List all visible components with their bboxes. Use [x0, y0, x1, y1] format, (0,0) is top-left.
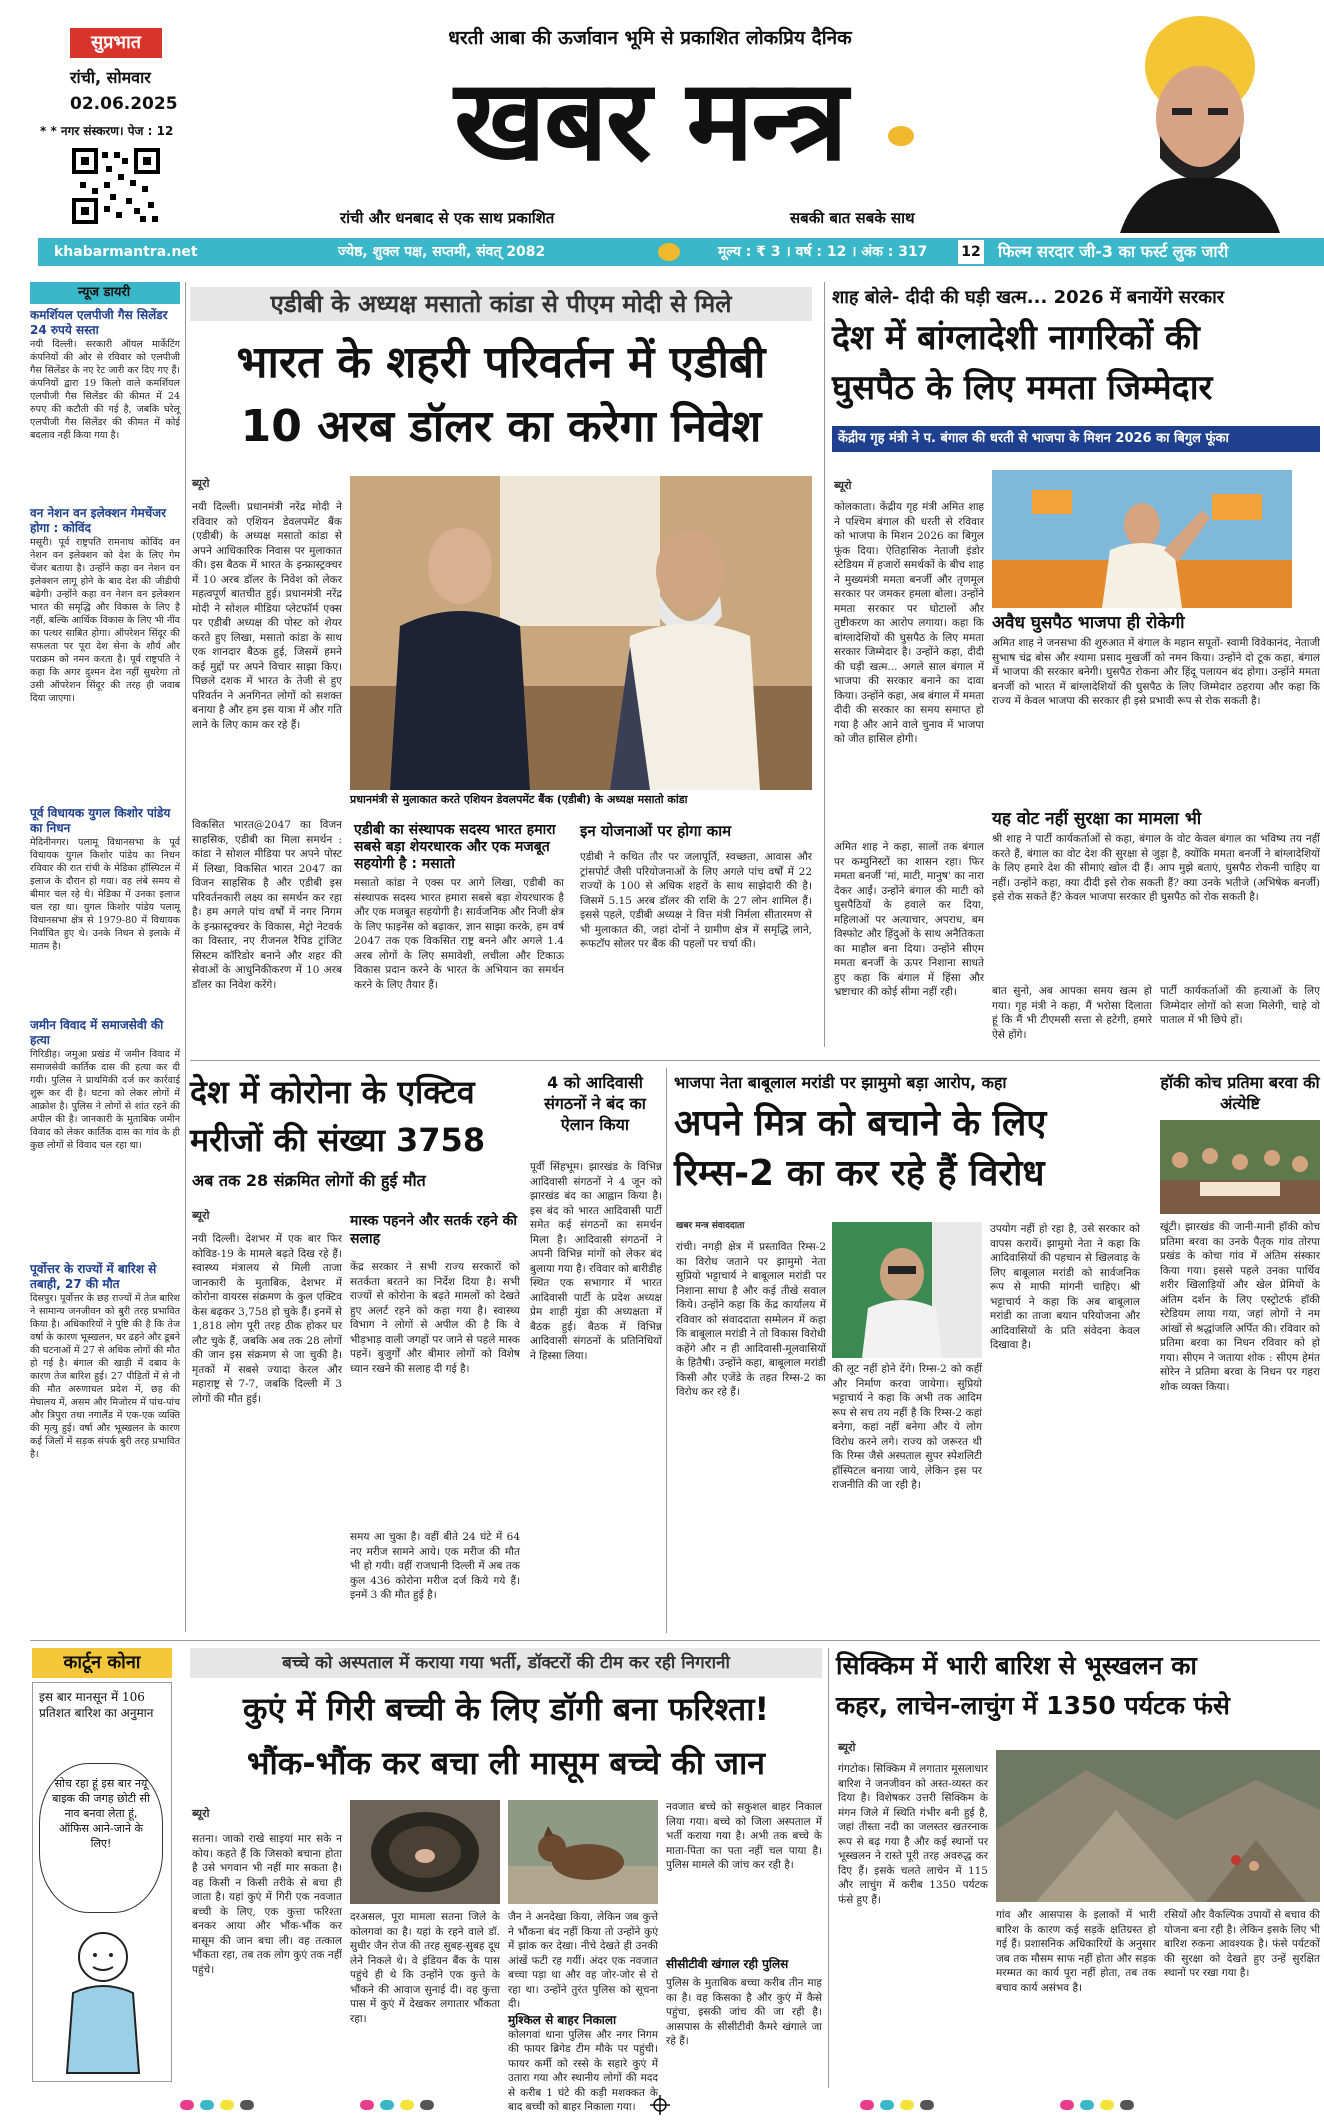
- adb-kicker: एडीबी के अध्यक्ष मसातो कांडा से पीएम मोदी से मिले: [190, 287, 812, 321]
- marandi-column: की लूट नहीं होने देंगे। रिम्स-2 को कहीं और निर्माण करवा जायेगा। सुप्रियो भट्टाचार्य ने कहा कि अभी तक आदिम रूप से सच तय नहीं है कि रिम्स-2 कहां बनेगा, कहां नहीं बनेगा और ये लोग विरोध करने लगे। राज्य को जरूरत थी कि रिम्स जैसे अस्पताल सुपर स्पेशलिटी हॉस्पिटल बनाया जाये, लेकिन इस पर राजनीति की जा रही है।: [832, 1363, 982, 1491]
- calendar-text: ज्येष्ठ, शुक्ल पक्ष, सप्तमी, संवत् 2082: [338, 244, 546, 260]
- brief-title: जमीन विवाद में समाजसेवी की हत्या: [30, 1018, 164, 1047]
- adb-column: विकसित भारत@2047 का विजन साहसिक, एडीबी का मिला समर्थन : कांडा ने सोशल मीडिया पर अपने पोस्ट में लिखा, विकसित भारत 2047 का विजन साहसिक है और एडीबी इस परिवर्तनकारी लक्ष्य का समर्थन कर रहा है। हम अगले पांच वर्षों में नगर निगम के इन्फ्रास्ट्रक्चर के विकास, मेट्रो नेटवर्क का विस्तार, नए रीजनल रैपिड ट्रांजिट सिस्टम कॉरिडोर बनाने और शहर की सेवाओं के आधुनिकीकरण में 10 अरब डॉलर का निवेश करेंगे।: [192, 819, 342, 991]
- sikkim-byline: ब्यूरो: [838, 1741, 856, 1754]
- section-divider: [190, 1060, 1320, 1061]
- marandi-column: रांची। नगड़ी क्षेत्र में प्रस्तावित रिम्स-2 का विरोध जताने पर झामुमो नेता सुप्रियो भट्टाचार्य ने बाबूलाल मरांडी पर निशाना साधा है और कई तीखे सवाल किये। उन्होंने कहा कि केंद्र कार्यालय में रविवार को संवाददाता सम्मेलन में कहा कि बाबूलाल मरांडी ने तो विकास विरोधी कहेंगे और न ही आदिवासी-मूलवासियों के हितैषी। उन्होंने कहा, बाबूलाल मरांडी किसी और एजेंडे के तहत रिम्स-2 का विरोध कर रहे हैं।: [676, 1241, 826, 1398]
- corona-byline: ब्यूरो: [192, 1209, 210, 1222]
- funeral-photo: [1160, 1120, 1320, 1214]
- masthead: [0, 0, 1324, 238]
- adb-headline: भारत के शहरी परिवर्तन में एडीबी: [236, 337, 766, 388]
- section-divider: [30, 1640, 1320, 1641]
- dog-photo: [508, 1800, 658, 1904]
- corona-column: समय आ चुका है। वहीं बीते 24 घंटे में 64 नए मरीज सामने आये। एक मरीज की मौत भी हो गयी। वहीं राजधानी दिल्ली में अब तक कुल 436 कोरोना मरीज दर्ज किये गये हैं। इनमें 3 की मौत हुई है।: [350, 1531, 520, 1601]
- hockey-column: खूंटी। झारखंड की जानी-मानी हॉकी कोच प्रतिमा बरवा का उनके पैतृक गांव तोरपा प्रखंड के कोचा गांव में अंतिम संस्कार किया गया। इससे पहले उनका पार्थिव शरीर खिलाड़ियों और खेल प्रेमियों के अंतिम दर्शन के लिए एस्ट्रोटर्फ हॉकी स्टेडियम लाया गया, जहां लोगों ने नम आंखों से श्रद्धांजलि अर्पित की। रविवार को प्रतिमा बरवा का निधन रविवार को हो गया। सीएम ने जताया शोक : सीएम हेमंत सोरेन ने प्रतिमा बरवा के निधन पर गहरा शोक व्यक्त किया।: [1160, 1221, 1320, 1393]
- bengal-banner: केंद्रीय गृह मंत्री ने प. बंगाल की धरती से भाजपा के मिशन 2026 का बिगुल फूंका: [832, 426, 1320, 452]
- brief-item: [30, 308, 180, 498]
- tagline-top: धरती आबा की ऊर्जावान भूमि से प्रकाशित लोकप्रिय दैनिक: [448, 27, 852, 49]
- brief-body: मेदिनीनगर। पलामू विधानसभा के पूर्व विधायक युगल किशोर पांडेय का निधन रविवार की रात रांची के मेडिका हॉस्पिटल में इलाज के दौरान हो गया। वह लंबे समय से बीमार चल रहे थे। मेडिका में उनका इलाज चल रहा था। युगल किशोर पांडेय पलामू विधानसभा क्षेत्र से 1979-80 में विधायक निर्वाचित हुए थे। उनके निधन से इलाके में मातम है।: [30, 837, 180, 952]
- shah-rally-photo: [992, 470, 1292, 608]
- news-diary-label: [30, 282, 180, 304]
- cartoon-figure: [43, 1923, 163, 2073]
- adivasi-headline: 4 को आदिवासी संगठनों ने बंद का ऐलान किया: [544, 1073, 646, 1134]
- adb-column: मसातो कांडा ने एक्स पर आगे लिखा, एडीबी का संस्थापक सदस्य भारत हमारा सबसे बड़ा शेयरधारक है और एक मजबूत सहयोगी है। सार्वजनिक और निजी क्षेत्र के लिए फाइनेंस को बढ़ाकर, ज्ञान साझा करके, हम वर्ष 2047 तक एक विकसित राष्ट्र बनने और अगले 1.4 अरब लोगों के लिए समावेशी, लचीला और टिकाऊ विकास प्रदान करने के भारत के अभियान का समर्थन करने के लिए तैयार हैं।: [354, 877, 564, 991]
- corona-column: नयी दिल्ली। देशभर में एक बार फिर कोविड-19 के मामले बढ़ते दिख रहे हैं। स्वास्थ्य मंत्रालय से मिली ताजा जानकारी के मुताबिक, देशभर में कोरोना वायरस संक्रमण के कुल एक्टिव केस बढ़कर 3,758 हो चुके हैं। इनमें से 1,818 लोग पूरी तरह ठीक होकर घर लौट चुके हैं, जबकि अब तक 28 लोगों की जान इस संक्रमण से जा चुकी है। मृतकों में सबसे ज्यादा केरल और महाराष्ट्र से 7-7, जबकि दिल्ली में 3 लोगों की मौत हुई।: [192, 1233, 342, 1405]
- brief-item: [30, 1018, 180, 1254]
- bengal-kicker: शाह बोले- दीदी की घड़ी खत्म... 2026 में बनायेंगे सरकार: [832, 287, 1225, 308]
- info-bar: [38, 238, 1324, 266]
- brief-body: दिसपुर। पूर्वोत्तर के छह राज्यों में तेज बारिश ने सामान्य जनजीवन को बुरी तरह प्रभावित किया है। अधिकारियों ने पुष्टि की है कि तेज वर्षा के कारण भूस्खलन, घर ढहने और डूबने की घटनाओं में 27 से अधिक लोगों की मौत हो गई है। बंगाल की खाड़ी में दबाव के कारण तेज बारिश हुई। 27 पीड़ितों में से नौ की मौत अरुणाचल प्रदेश में, छह की मेघालय में, असम और मिजोरम में पांच-पांच और त्रिपुरा तथा नगालैंड में एक-एक व्यक्ति की मृत्यु हुई। वर्षा और भूस्खलन के कारण कई जिलों में सड़क संपर्क बुरी तरह प्रभावित है।: [30, 1293, 180, 1460]
- bengal-headline: घुसपैठ के लिए ममता जिम्मेदार: [832, 368, 1213, 408]
- sikkim-headline: कहर, लाचेन-लाचुंग में 1350 पर्यटक फंसे: [836, 1691, 1230, 1720]
- rescue-subhead: मुश्किल से बाहर निकाला: [508, 2012, 617, 2027]
- marandi-column: उपयोग नहीं हो रहा है, उसे सरकार को वापस करायें। झामुमो नेता ने कहा कि आदिवासियों की पहचान से खिलवाड़ के लिए बाबूलाल मरांडी को सार्वजनिक रूप से माफी मांगनी चाहिए। श्री भट्टाचार्य ने कहा कि अब बाबूलाल मरांडी का ताजा बयान परियोजना और आदिवासियों के प्रति संवेदना केवल दिखावा है।: [990, 1223, 1140, 1351]
- subtitle-left: रांची और धनबाद से एक साथ प्रकाशित: [340, 209, 555, 227]
- bengal-subhead: अवैध घुसपैठ भाजपा ही रोकेगी: [992, 613, 1185, 633]
- brief-title: वन नेशन वन इलेक्शन गेमचेंजर होगा : कोविंद: [30, 506, 167, 535]
- sikkim-column: गंगटोक। सिक्किम में लगातार मूसलाधार बारिश ने जनजीवन को अस्त-व्यस्त कर दिया है। विशेषकर उत्तरी सिक्किम के मंगन जिले में स्थिति गंभीर बनी हुई है, जहां तीस्ता नदी का जलस्तर खतरनाक रूप से बढ़ गया है और कई स्थानों पर भूस्खलन ने रास्ते पूरी तरह अवरुद्ध कर दिए हैं। इसके चलते लाचेन में 115 और लाचुंग में करीब 1350 पर्यटक फंसे हुए हैं।: [838, 1763, 988, 1906]
- sikkim-column: गांव और आसपास के इलाकों में भारी बारिश के कारण कई सड़कें क्षतिग्रस्त हो गई हैं। प्रशासनिक अधिकारियों के अनुसार जब तक मौसम साफ नहीं होता और सड़क मरम्मत का कार्य पूरा नहीं होता, तब तक बचाव कार्य असंभव है।: [996, 1909, 1156, 1994]
- marandi-byline: खबर मन्त्र संवाददाता: [676, 1221, 745, 1231]
- rescue-headline: भौंक-भौंक कर बचा ली मासूम बच्चे की जान: [246, 1744, 766, 1782]
- brief-item: [30, 806, 180, 1012]
- news-diary-column: [30, 282, 180, 1640]
- marandi-headline: रिम्स-2 का कर रहे हैं विरोध: [674, 1153, 1045, 1194]
- rescue-kicker: बच्चे को अस्पताल में कराया गया भर्ती, डॉक्टरों की टीम कर रही निगरानी: [190, 1648, 822, 1678]
- sikkim-column: रसियों और वैकल्पिक उपायों से बचाव की योजना बना रही है। लेकिन इसके लिए भी बारिश रुकना आवश्यक है। फंसे पर्यटकों की सुरक्षा को देखते हुए उन्हें सुरक्षित स्थानों पर रखा गया है।: [1164, 1909, 1320, 1979]
- khabar-mantra-logo: [658, 243, 680, 261]
- sikkim-headline: सिक्किम में भारी बारिश से भूस्खलन का: [836, 1651, 1197, 1680]
- bengal-column: अमित शाह ने कहा, सालों तक बंगाल पर कम्युनिस्टों का शासन रहा। फिर ममता बनर्जी 'मां, माटी, मानुष' का नारा देकर आईं। उन्होंने बंगाल की माटी को घुसपैठियों के हवाले कर दिया, महिलाओं पर अत्याचार, अपराध, बम विस्फोट और हिंदुओं के साथ अनैतिकता का माहौल बना दिया। उन्होंने सीएम ममता बनर्जी के ऊपर निशाना साधते हुए कहा कि बंगाल में हिंसा और भ्रष्टाचार की कोई सीमा नहीं रही।: [834, 841, 984, 998]
- paper-name: खबर मन्त्र: [454, 56, 846, 186]
- bengal-column: बात सुनो, अब आपका समय खत्म हो गया। गृह मंत्री ने कहा, मैं भरोसा दिलाता हूं कि मैं भी टीएमसी सत्ता से हटेगी, हमारे ऐसे होंगे।: [992, 985, 1152, 1041]
- adb-subhead: इन योजनाओं पर होगा काम: [580, 822, 732, 840]
- adivasi-column: पूर्वी सिंहभूम। झारखंड के विभिन्न आदिवासी संगठनों ने 4 जून को झारखंड बंद का आह्वान किया है। इस बंद को भारत आदिवासी पार्टी समेत कई संगठनों का समर्थन मिला है। आदिवासी संगठनों ने अपनी विभिन्न मांगों को लेकर बंद बुलाया गया है। रविवार को बारीडीह स्थित एक सभागार में भारत आदिवासी पार्टी के प्रदेश अध्यक्ष प्रेम शाही मुंडा की अध्यक्षता में बैठक हुई। बैठक में विभिन्न आदिवासी संगठनों के प्रतिनिधियों ने हिस्सा लिया।: [530, 1161, 662, 1362]
- column-divider: [666, 1068, 667, 1633]
- corona-subhead: अब तक 28 संक्रमित लोगों की हुई मौत: [192, 1171, 426, 1190]
- bengal-column: श्री शाह ने पार्टी कार्यकर्ताओं से कहा, बंगाल के वोट केवल बंगाल का भविष्य तय नहीं करते हैं, बंगाल का वोट देश की सुरक्षा से जुड़ा है, क्योंकि ममता बनर्जी ने बांग्लादेशियों के लिए हमारे देश की सीमाएं खोल दी हैं। आप मुझे बताएं, घुसपैठ रोकनी चाहिए या नहीं। उन्होंने कहा, क्या दीदी इसे रोक सकती हैं? क्या उनके भतीजे (अभिषेक बनर्जी) इसे रोक सकते हैं? केवल भाजपा सरकार ही घुसपैठ को रोक सकती है।: [992, 833, 1320, 903]
- hockey-headline: हॉकी कोच प्रतिमा बरवा की अंत्येष्टि: [1160, 1073, 1320, 1113]
- cartoon-caption: इस बार मानसून में 106 प्रतिशत बारिश का अनुमान: [39, 1690, 154, 1720]
- adb-headline: 10 अरब डॉलर का करेगा निवेश: [240, 401, 762, 452]
- column-divider: [828, 1648, 829, 2088]
- rescue-column: नवजात बच्चे को सकुशल बाहर निकाल लिया गया। बच्चे को जिला अस्पताल में भर्ती कराया गया है। अभी तक बच्चे के माता-पिता का पता नहीं चल पाया है। पुलिस मामले की जांच कर रही है।: [666, 1801, 822, 1871]
- subtitle-right: सबकी बात सबके साथ: [790, 209, 915, 227]
- adb-column: नयी दिल्ली। प्रधानमंत्री नरेंद्र मोदी ने रविवार को एशियन डेवलपमेंट बैंक (एडीबी) के अध्यक्ष मसातो कांडा से अपने आधिकारिक निवास पर मुलाकात की। इस बैठक में भारत के इन्फ्रास्ट्रक्चर में 10 अरब डॉलर के निवेश को लेकर महत्वपूर्ण बातचीत हुई। प्रधानमंत्री नरेंद्र मोदी ने सोशल मीडिया प्लेटफॉर्म एक्स पर एडीबी अध्यक्ष की पोस्ट को शेयर करते हुए लिखा, मसातो कांडा के साथ एक शानदार बैठक हुई, जिसमें हमने कई मुद्दों पर अपने विचार साझा किए। पिछले दशक में भारत के तेजी से हुए परिवर्तन ने अनगिनत लोगों को सशक्त बनाया है और हम इस यात्रा में और गति लाने के लिए काम कर रहे हैं।: [192, 501, 342, 731]
- page-number: 12: [958, 240, 984, 264]
- adb-meeting-photo: [350, 476, 812, 790]
- corona-subhead: मास्क पहनने और सतर्क रहने की सलाह: [350, 1213, 518, 1247]
- marandi-headline: अपने मित्र को बचाने के लिए: [674, 1103, 1047, 1144]
- rescue-column: कोलगवां थाना पुलिस और नगर निगम की फायर ब्रिगेड टीम मौके पर पहुंची। फायर कर्मी को रस्से के सहारे कुएं में उतारा गया और स्थानीय लोगों की मदद से करीब 1 घंटे की कड़ी मशक्कत के बाद बच्ची को बाहर निकाला गया।: [508, 2028, 658, 2113]
- brief-item: [30, 1262, 180, 1612]
- news-diary-text: न्यूज डायरी: [78, 285, 131, 300]
- cartoon-label: कार्टून कोना: [32, 1648, 172, 1678]
- bengal-subhead: यह वोट नहीं सुरक्षा का मामला भी: [992, 809, 1202, 829]
- supriyo-photo: [832, 1222, 982, 1358]
- issue-date: 02.06.2025: [70, 94, 178, 114]
- edition-info: * * नगर संस्करण। पेज : 12: [40, 124, 174, 138]
- rescue-byline: ब्यूरो: [192, 1807, 210, 1820]
- cartoon-bubble: सोच रहा हूं इस बार नयू बाइक की जगह छोटी सी नाव बनवा लेता हूं, ऑफिस आने-जाने के लिए!: [39, 1763, 163, 1913]
- bengal-column: कोलकाता। केंद्रीय गृह मंत्री अमित शाह ने पश्चिम बंगाल की धरती से रविवार को भाजपा के मिशन 2026 का बिगुल फूंक दिया। ऐतिहासिक नेताजी इंडोर स्टेडियम में हजारों समर्थकों के बीच शाह ने मुख्यमंत्री ममता बनर्जी और तृणमूल सरकार पर जमकर हमला बोला। उन्होंने ममता सरकार पर घोटालों और तुष्टीकरण का आरोप लगाया। कहा कि बांग्लादेशियों की घुसपैठ के लिए ममता सरकार जिम्मेदार है। उन्होंने कहा, दीदी की घड़ी खत्म... अगले साल बंगाल में भाजपा की सरकार बनाने का दावा किया। उन्होंने कहा, अब बंगाल में ममता दीदी की सरकार का समय समाप्त हो गया है और आने वाले चुनाव में भाजपा को जीत हासिल होगी।: [834, 501, 984, 745]
- well-rescue-photo: [350, 1800, 500, 1904]
- landslide-photo: [996, 1750, 1320, 1902]
- khabar-mantra-logo: [888, 126, 914, 146]
- place-day: रांची, सोमवार: [70, 68, 151, 87]
- bengal-byline: ब्यूरो: [834, 479, 852, 492]
- column-divider: [185, 282, 186, 1632]
- bengal-headline: देश में बांग्लादेशी नागरिकों की: [832, 318, 1200, 358]
- brief-title: पूर्वोत्तर के राज्यों में बारिश से तबाही, 27 की मौत: [30, 1262, 157, 1291]
- cartoon-panel: [32, 1682, 172, 2082]
- rescue-headline: कुएं में गिरी बच्ची के लिए डॉगी बना फरिश्ता!: [242, 1690, 770, 1728]
- corona-headline: देश में कोरोना के एक्टिव: [190, 1073, 475, 1111]
- adb-byline: ब्यूरो: [192, 477, 210, 490]
- rescue-column: पुलिस के मुताबिक बच्चा करीब तीन माह का है। वह किसका है और कुएं में कैसे पहुंचा, इसकी जांच की जा रही है। आसपास के सीसीटीवी कैमरे खंगाले जा रहे हैं।: [666, 1977, 822, 2047]
- brief-item: [30, 506, 180, 798]
- price-issue: मूल्य : ₹ 3 । वर्ष : 12 । अंक : 317: [718, 244, 928, 260]
- rescue-column: दरअसल, पूरा मामला सतना जिले के कोलगवां का है। यहां के रहने वाले डॉ. सुधीर जैन रोज की तरह सुबह-सुबह दूध लेने निकले थे। वे इंडियन बैंक के पास पहुंचे ही थे कि उन्होंने एक कुत्ते के भौंकने की आवाज सुनाई दी। वह कुत्ता पास में कुएं में देखकर लगातार भौंकता रहा।: [350, 1911, 500, 2025]
- brief-body: मसूरी। पूर्व राष्ट्रपति रामनाथ कोविंद वन नेशन वन इलेक्शन को देश के लिए गेम चेंजर बताया है। उन्होंने कहा वन नेशन वन इलेक्शन लागू होने के बाद देश की जीडीपी बढ़ेगी। उन्होंने कहा वन नेशन वन इलेक्शन भारत की समृद्धि और विकास के लिए है नहीं, बल्कि आर्थिक विकास के लिए भी नींव का पत्थर साबित होगा। ऑपरेशन सिंदूर की सफलता पर पूरा देश सेना के शौर्य और पराक्रम को नमन करता है। पूर्व राष्ट्रपति ने कहा कि अगर दुश्मन देश नहीं सुधरेगा तो उसी ऑपरेशन सिंदूर की तरह ही जवाब दिया जाएगा।: [30, 537, 180, 704]
- rescue-subhead: सीसीटीवी खंगाल रही पुलिस: [666, 1957, 789, 1971]
- brief-title: पूर्व विधायक युगल किशोर पांडेय का निधन: [30, 806, 171, 835]
- brief-title: कमर्शियल एलपीजी गैस सिलेंडर 24 रुपये सस्ता: [30, 308, 168, 337]
- marandi-kicker: भाजपा नेता बाबूलाल मरांडी पर झामुमो बड़ा आरोप, कहा: [674, 1073, 1007, 1092]
- qr-code: [70, 146, 162, 226]
- corona-headline: मरीजों की संख्या 3758: [190, 1121, 486, 1159]
- rescue-column: जैन ने अनदेखा किया, लेकिन जब कुत्ते ने भौंकना बंद नहीं किया तो उन्होंने कुएं में झांक कर देखा। नीचे देखते ही उनकी आंखें फटी रह गयीं। अंदर एक नवजात बच्चा पड़ा था और वह जोर-जोर से रो रहा था। उन्होंने तुरंत पुलिस को सूचना दी। मुश्किल से बाहर निकाला कोलगवां थाना पुलिस और नगर निगम की फायर ब्रिगेड टीम मौके पर पहुंची। फायर कर्मी को रस्से के सहारे कुएं में उतारा गया और स्थानीय लोगों की मदद से करीब 1 घंटे की कड़ी मशक्कत के बाद बच्ची को बाहर निकाला गया।: [508, 1911, 658, 2113]
- bengal-column: पार्टी कार्यकर्ताओं की हत्याओं के लिए जिम्मेदार लोगों को सजा मिलेगी, चाहे वो पाताल में भी छिपे हों।: [1160, 985, 1320, 1026]
- brief-body: गिरिडीह। जमुआ प्रखंड में जमीन विवाद में समाजसेवी कार्तिक दास की हत्या कर दी गयी। पुलिस ने प्राथमिकी दर्ज कर कार्रवाई शुरू कर दी है। घटना को लेकर लोगों में आक्रोश है। पुलिस ने लोगों से शांत रहने की अपील की है। जानकारी के मुताबिक जमीन विवाद को लेकर कार्तिक दास का गांव के ही कुछ लोगों से विवाद चल रहा था।: [30, 1049, 180, 1151]
- rescue-column: सतना। जाको राखे साइयां मार सके न कोय। कहते हैं कि जिसको बचाना होता है उसे भगवान भी नहीं मार सकता है। वह किसी न किसी तरीके से बचा ही जाता है। यहां कुएं में गिरी एक नवजात बच्ची के लिए, एक कुत्ता फरिश्ता बनकर आया और भौंक-भौंक कर मासूम की जान बचा ली। वह तत्काल भौंकता रहा, तब तक लोग कुएं तक नहीं पहुंचे।: [192, 1833, 342, 1976]
- edition-label: सुप्रभात: [70, 28, 162, 58]
- bengal-column: अमित शाह ने जनसभा की शुरुआत में बंगाल के महान सपूतों- स्वामी विवेकानंद, नेताजी सुभाष चंद्र बोस और श्यामा प्रसाद मुखर्जी को नमन किया। उन्होंने दो टूक कहा, बंगाल में भाजपा की सरकार बनेगी। घुसपैठ रोकना और हिंदू पलायन बंद होगा। उन्होंने ममता बनर्जी को भारत में बांग्लादेशियों की घुसपैठ के लिए जिम्मेदार ठहराया और कहा कि राज्य में केवल भाजपा की सरकार ही इसे प्रभावी रूप से रोक सकती है।: [992, 637, 1320, 707]
- corona-column: केंद्र सरकार ने सभी राज्य सरकारों को सतर्कता बरतने का निर्देश दिया है। सभी राज्यों से कोरोना के बढ़ते मामलों को देखते हुए अलर्ट रहने को कहा गया है। स्वास्थ्य विभाग ने लोगों से अपील की है कि वे भीड़भाड़ वाली जगहों पर जाने से पहले मास्क पहनें। बुजुर्गों और बीमार लोगों को विशेष ध्यान रखने की सलाह दी गई है।: [350, 1261, 520, 1375]
- promo-text: फिल्म सरदार जी-3 का फर्स्ट लुक जारी: [998, 242, 1229, 261]
- brief-body: नयी दिल्ली। सरकारी ऑयल मार्केटिंग कंपनियों की ओर से रविवार को एलपीजी गैस सिलेंडर के नए रेट जारी कर दिए गए हैं। कंपनियों द्वारा 19 किलो वाले कमर्शियल एलपीजी गैस सिलेंडर की कीमत में 24 रुपए की कटौती की गई है, जबकि घरेलू एलपीजी गैस सिलेंडर की कीमत में कोई बदलाव नहीं किया गया है।: [30, 339, 180, 441]
- website-link[interactable]: khabarmantra.net: [54, 244, 198, 260]
- print-color-bar: [60, 2098, 1260, 2112]
- actor-photo: [1080, 8, 1320, 233]
- adb-subhead: एडीबी का संस्थापक सदस्य भारत हमारा सबसे बड़ा शेयरधारक और एक मजबूत सहयोगी है : मसातो: [354, 822, 556, 872]
- adb-photo-caption: प्रधानमंत्री से मुलाकात करते एशियन डेवलपमेंट बैंक (एडीबी) के अध्यक्ष मसातो कांडा: [350, 790, 812, 810]
- adb-column: एडीबी ने कथित तौर पर जलापूर्ति, स्वच्छता, आवास और ट्रांसपोर्ट जैसी परियोजनाओं के लिए अगले पांच वर्षों में 22 राज्यों के 100 से अधिक शहरों के साथ साझेदारी की है। जिसमें 5.15 अरब डॉलर की राशि के 27 लोन शामिल हैं। इससे पहले, एडीबी अध्यक्ष ने वित्त मंत्री निर्मला सीतारमण से भी मुलाकात की, जहां दोनों ने ग्रामीण क्षेत्र में समृद्धि लाने, रूफटॉप सोलर पर बैंक की पहलों पर चर्चा की।: [580, 851, 812, 950]
- column-divider: [824, 282, 825, 1047]
